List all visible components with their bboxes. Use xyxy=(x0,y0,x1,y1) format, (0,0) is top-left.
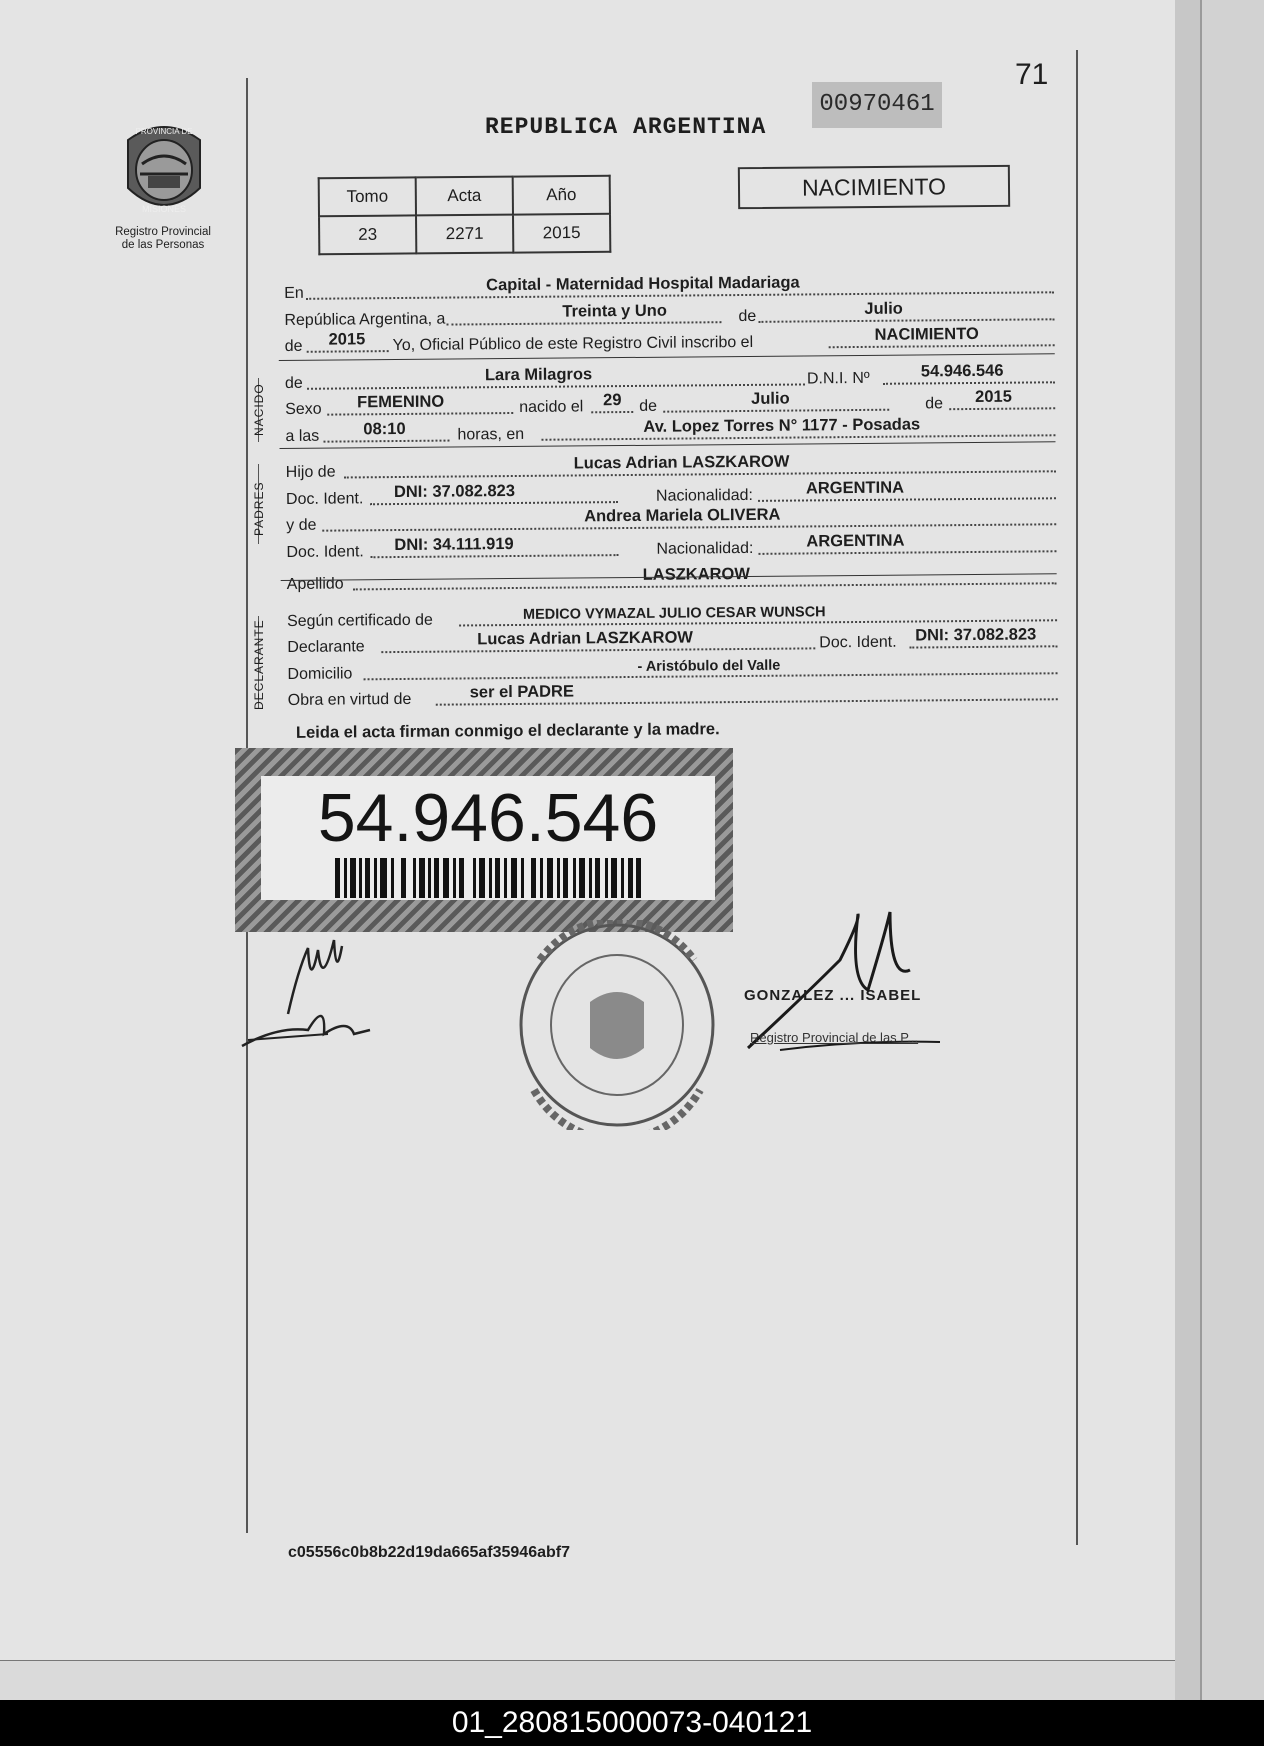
lugar-nac-value: Av. Lopez Torres N° 1177 - Posadas xyxy=(643,414,921,436)
form-row-fecha: República Argentina, a Treinta y Uno de Julio xyxy=(284,297,1054,330)
mes-nac-value: Julio xyxy=(751,389,790,408)
form-row-madre-doc: Doc. Ident. DNI: 34.111.919 Nacionalidad: ARGENTINA xyxy=(286,529,1056,562)
form-row-nombre: de Lara Milagros D.N.I. Nº 54.946.546 xyxy=(285,360,1055,393)
act-type-box: NACIMIENTO xyxy=(738,165,1010,209)
document-title: REPUBLICA ARGENTINA xyxy=(485,114,767,140)
svg-text:PROVINCIA DE: PROVINCIA DE xyxy=(135,127,193,136)
sticker-dni-number: 54.946.546 xyxy=(317,780,659,856)
form-row-hora: a las 08:10 horas, en Av. Lopez Torres N° 1177 - Posadas xyxy=(285,413,1055,446)
padre-doc-value: DNI: 37.082.823 xyxy=(393,481,516,501)
madre-nac-value: ARGENTINA xyxy=(806,531,905,550)
form-row-domicilio: Domicilio - Aristóbulo del Valle xyxy=(287,651,1057,684)
form-row-inscribo: de 2015 Yo, Oficial Público de este Registro Civil inscribo el NACIMIENTO xyxy=(285,324,1055,357)
acta-header: Acta xyxy=(416,177,513,216)
form-row-apellido: Apellido LASZKAROW xyxy=(287,562,1057,595)
document-hash: c05556c0b8b22d19da665af35946abf7 xyxy=(288,1544,570,1561)
misiones-coat-of-arms-logo xyxy=(120,118,208,222)
underlying-page-edge xyxy=(0,1660,1175,1701)
registry-caption: Registro Provincial de las Personas xyxy=(115,226,211,251)
page-number: 71 xyxy=(1015,58,1049,91)
declarant-signature-icon xyxy=(238,930,388,1056)
madre-doc-value: DNI: 34.111.919 xyxy=(394,534,514,554)
signature-statement: Leida el acta firman conmigo el declarante y la madre. xyxy=(295,720,720,742)
dni-barcode-sticker xyxy=(235,748,733,932)
padre-nac-value: ARGENTINA xyxy=(805,478,905,497)
mes-acta-value: Julio xyxy=(864,299,903,318)
apellido-value: LASZKAROW xyxy=(642,564,750,584)
form-row-madre: y de Andrea Mariela OLIVERA xyxy=(286,503,1056,536)
barcode-icon xyxy=(335,858,641,898)
section-label-declarante: DECLARANTE xyxy=(252,619,266,710)
anio-nac-value: 2015 xyxy=(975,387,1012,406)
section-label-nacido: NACIDO xyxy=(252,383,266,436)
registry-seal-stamp xyxy=(510,920,724,1130)
birth-record-form xyxy=(284,265,1058,711)
anio-header: Año xyxy=(513,176,610,215)
padre-value: Lucas Adrian LASZKAROW xyxy=(573,452,790,473)
obra-value: ser el PADRE xyxy=(469,682,575,702)
lugar-value: Capital - Maternidad Hospital Madariaga xyxy=(486,273,800,295)
file-identifier-footer: 01_280815000073-040121 xyxy=(0,1700,1264,1746)
background-sheet-edge xyxy=(1200,0,1264,1700)
form-row-lugar: En Capital - Maternidad Hospital Madariaga xyxy=(284,265,1054,304)
declarante-doc-value: DNI: 37.082.823 xyxy=(915,625,1037,645)
sexo-value: FEMENINO xyxy=(357,392,445,412)
madre-value: Andrea Mariela OLIVERA xyxy=(584,505,781,526)
dia-texto-value: Treinta y Uno xyxy=(562,301,667,321)
svg-text:MISIONES: MISIONES xyxy=(141,204,187,214)
anio-value: 2015 xyxy=(513,214,610,253)
serial-number: 00970461 xyxy=(812,82,942,128)
acta-value: 2271 xyxy=(416,215,513,254)
domicilio-value: - Aristóbulo del Valle xyxy=(637,657,781,675)
form-row-declarante: Declarante Lucas Adrian LASZKAROW Doc. Ident. DNI: 37.082.823 xyxy=(287,625,1057,658)
official-subtitle: Registro Provincial de las P... xyxy=(750,1030,919,1045)
form-row-padre: Hijo de Lucas Adrian LASZKAROW xyxy=(286,450,1056,483)
dni-value: 54.946.546 xyxy=(920,361,1004,380)
form-row-obra: Obra en virtud de ser el PADRE xyxy=(288,678,1058,711)
form-row-certificado: Según certificado de MEDICO VYMAZAL JULIO CESAR WUNSCH xyxy=(287,598,1057,631)
official-name: GONZALEZ ... ISABEL xyxy=(744,987,922,1004)
tomo-header: Tomo xyxy=(319,177,416,216)
tomo-value: 23 xyxy=(319,215,416,254)
right-margin-line xyxy=(1076,50,1078,1545)
form-row-sexo: Sexo FEMENINO nacido el 29 de Julio de 2015 xyxy=(285,387,1055,420)
nombre-value: Lara Milagros xyxy=(484,364,593,384)
dia-nac-value: 29 xyxy=(603,391,622,410)
form-row-padre-doc: Doc. Ident. DNI: 37.082.823 Nacionalidad: ARGENTINA xyxy=(286,476,1056,509)
anio-acta-value: 2015 xyxy=(328,330,366,349)
tomo-acta-table xyxy=(318,175,612,256)
hora-value: 08:10 xyxy=(363,419,406,438)
section-label-padres: PADRES xyxy=(252,481,266,536)
declarante-value: Lucas Adrian LASZKAROW xyxy=(477,628,694,649)
certificado-value: MEDICO VYMAZAL JULIO CESAR WUNSCH xyxy=(522,603,826,623)
inscripcion-value: NACIMIENTO xyxy=(874,324,979,344)
